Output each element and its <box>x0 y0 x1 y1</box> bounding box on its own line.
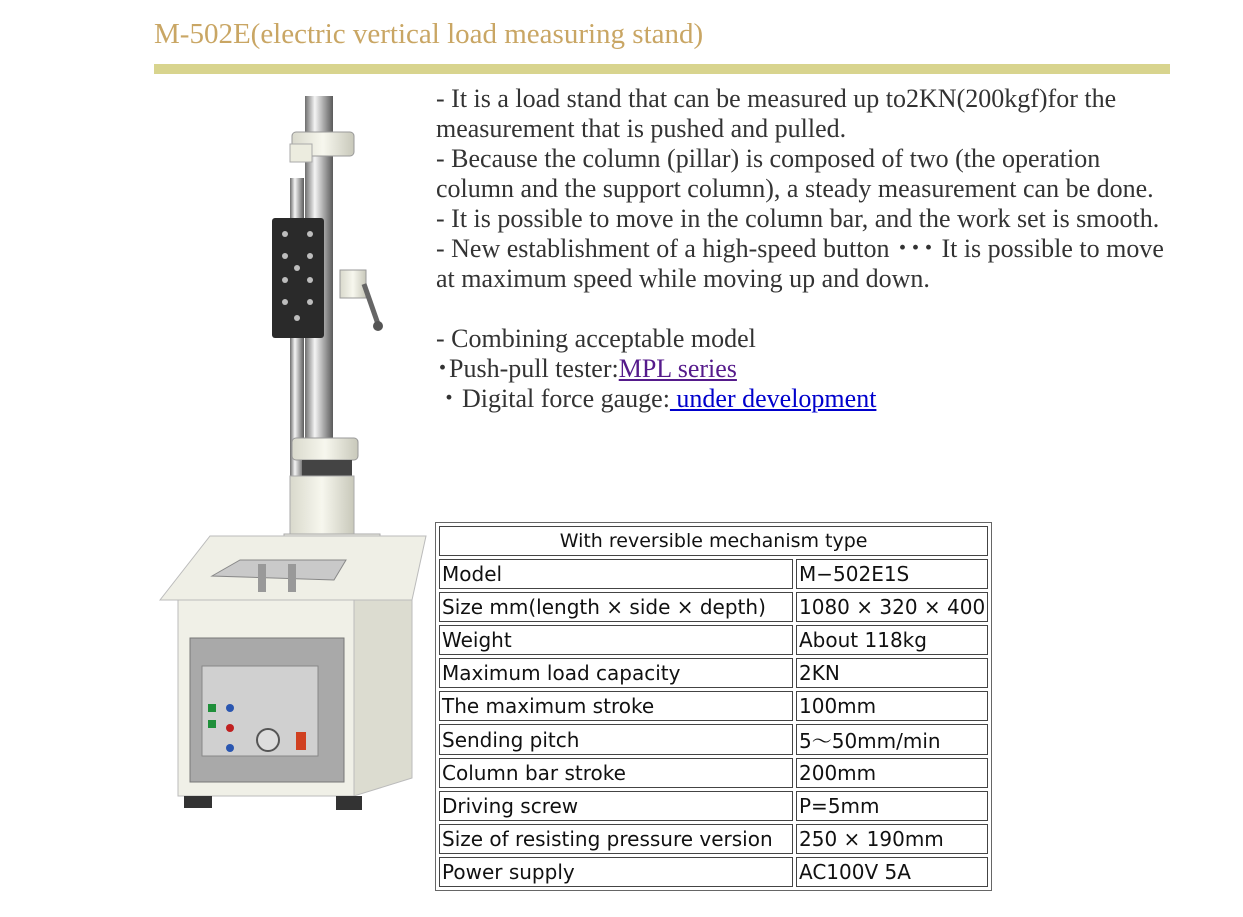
spec-value: 1080 × 320 × 400 <box>796 592 988 622</box>
spec-value: AC100V 5A <box>796 857 988 887</box>
product-description <box>436 84 1176 414</box>
spec-label: Model <box>439 559 793 589</box>
spec-label: Weight <box>439 625 793 655</box>
spec-label: The maximum stroke <box>439 691 793 721</box>
feature-line: - It is possible to move in the column bar, and the work set is smooth. <box>436 204 1160 233</box>
spec-table-header-row <box>439 526 988 556</box>
feature-line: - New establishment of a high-speed button ･･･ It is possible to move at maximum speed while moving up and down. <box>436 234 1164 293</box>
spec-value: 250 × 190mm <box>796 824 988 854</box>
spec-value: About 118kg <box>796 625 988 655</box>
spec-label: Driving screw <box>439 791 793 821</box>
combining-heading: - Combining acceptable model <box>436 324 756 353</box>
spacer <box>436 294 1176 324</box>
table-row <box>439 758 988 788</box>
spec-label: Maximum load capacity <box>439 658 793 688</box>
feature-line: - It is a load stand that can be measured up to2KN(200kgf)for the measurement that is pushed and pulled. <box>436 84 1117 143</box>
table-row <box>439 724 988 755</box>
feature-line: - Because the column (pillar) is composed of two (the operation column and the support column), a steady measurement can be done. <box>436 144 1154 203</box>
table-row <box>439 691 988 721</box>
table-row <box>439 592 988 622</box>
spec-label: Power supply <box>439 857 793 887</box>
mpl-series-link[interactable]: MPL series <box>618 354 737 383</box>
spec-value: 100mm <box>796 691 988 721</box>
spec-label: Sending pitch <box>439 724 793 755</box>
spec-table <box>435 522 992 891</box>
spec-value: P=5mm <box>796 791 988 821</box>
digital-prefix: ・Digital force gauge: <box>436 384 670 413</box>
spec-label: Size mm(length × side × depth) <box>439 592 793 622</box>
spec-label: Size of resisting pressure version <box>439 824 793 854</box>
table-row <box>439 791 988 821</box>
under-development-link-text: under development <box>669 384 877 413</box>
table-row <box>439 625 988 655</box>
spec-table-header: With reversible mechanism type <box>439 526 988 556</box>
product-photo <box>150 88 430 848</box>
digital-gauge-line <box>436 384 1176 414</box>
spec-value: M−502E1S <box>796 559 988 589</box>
spec-value: 200mm <box>796 758 988 788</box>
spec-label: Column bar stroke <box>439 758 793 788</box>
page-title: M-502E(electric vertical load measuring stand) <box>154 18 704 50</box>
pushpull-line <box>436 354 1176 384</box>
table-row <box>439 658 988 688</box>
title-underline <box>154 64 1170 74</box>
table-row <box>439 559 988 589</box>
table-row <box>439 824 988 854</box>
pushpull-prefix: ･Push-pull tester: <box>436 354 619 383</box>
table-row <box>439 857 988 887</box>
under-development-link[interactable] <box>670 384 877 413</box>
spec-value: 5〜50mm/min <box>796 724 988 755</box>
spec-value: 2KN <box>796 658 988 688</box>
